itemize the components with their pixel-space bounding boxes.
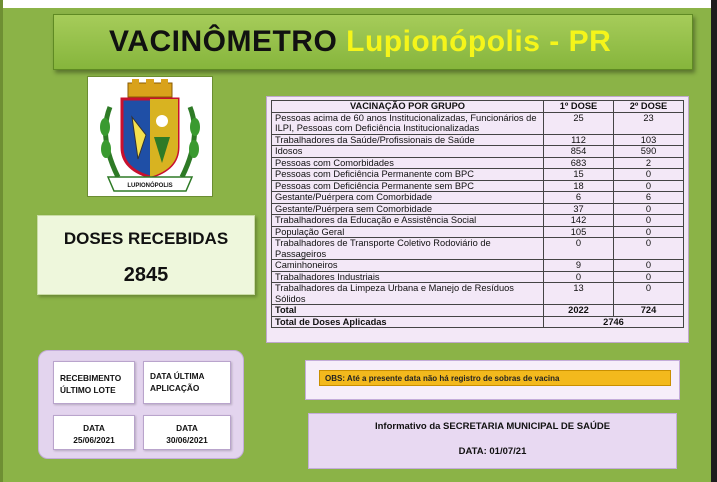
last-app-label-line-2: APLICAÇÃO [150,383,200,393]
dose-1-cell: 142 [544,215,614,227]
dose-1-cell: 0 [544,271,614,283]
dose-2-cell: 0 [614,283,684,305]
table-row [272,226,684,238]
dose-1-cell: 854 [544,146,614,158]
table-row [272,146,684,158]
dose-1-cell: 0 [544,238,614,260]
informativo-date: DATA: 01/07/21 [458,446,527,457]
table-body [272,112,684,305]
dose-1-cell: 25 [544,112,614,134]
table-header-row [272,101,684,113]
application-date-label: DATA [176,423,198,433]
vaccination-table-panel [266,96,689,343]
dose-2-cell: 0 [614,215,684,227]
dose-2-cell: 6 [614,192,684,204]
doses-received-label: DOSES RECEBIDAS [63,229,229,248]
dose-1-cell: 9 [544,260,614,272]
table-row [272,169,684,181]
group-cell: Pessoas acima de 60 anos Institucionalizadas, Funcionários de ILPI, Pessoas com Deficiência Institucionalizadas [272,112,544,134]
title-banner [53,14,693,70]
dose-2-cell: 0 [614,260,684,272]
last-application-label [143,361,231,404]
dose-2-cell: 0 [614,226,684,238]
table-row [272,134,684,146]
group-cell: Trabalhadores Industriais [272,271,544,283]
coat-of-arms-box [87,76,213,197]
dose-2-cell: 23 [614,112,684,134]
group-cell: Trabalhadores da Saúde/Profissionais de Saúde [272,134,544,146]
dose-1-cell: 18 [544,180,614,192]
receipt-date-value: 25/06/2021 [73,435,115,445]
group-cell: Idosos [272,146,544,158]
receipt-last-lot-label [53,361,135,404]
table-row [272,112,684,134]
table-row [272,203,684,215]
vaccination-table [271,100,684,328]
group-cell: Caminhoneiros [272,260,544,272]
dose-2-cell: 2 [614,157,684,169]
receipt-date-label: DATA [83,423,105,433]
table-row [272,238,684,260]
dose-1-cell: 683 [544,157,614,169]
title-city: Lupionópolis - PR [346,25,612,58]
dose-1-cell: 13 [544,283,614,305]
page-title [109,25,611,59]
dose-2-cell: 0 [614,169,684,181]
dose-1-cell: 6 [544,192,614,204]
table-row [272,192,684,204]
dose-2-cell: 103 [614,134,684,146]
observation-text: OBS: Até a presente data não há registro de sobras de vacina [319,370,671,386]
receipt-label-line-2: ÚLTIMO LOTE [60,385,116,395]
header-dose-2: 2º DOSE [614,101,684,113]
group-cell: População Geral [272,226,544,238]
table-row [272,283,684,305]
right-border [711,0,717,482]
total-label: Total [272,305,544,317]
dose-2-cell: 0 [614,180,684,192]
dose-2-cell: 590 [614,146,684,158]
group-cell: Trabalhadores da Educação e Assistência Social [272,215,544,227]
dose-1-cell: 105 [544,226,614,238]
dose-2-cell: 0 [614,271,684,283]
doses-received-value: 2845 [123,264,169,286]
application-date-value: 30/06/2021 [166,435,208,445]
informativo-title: Informativo da SECRETARIA MUNICIPAL DE SAÚDE [374,421,611,432]
dose-1-cell: 37 [544,203,614,215]
group-cell: Gestante/Puérpera sem Comorbidade [272,203,544,215]
header-dose-1: 1º DOSE [544,101,614,113]
dose-1-cell: 15 [544,169,614,181]
observation-panel [305,360,680,400]
informativo-panel [308,413,677,469]
dose-1-cell: 112 [544,134,614,146]
applied-value: 2746 [544,316,684,328]
table-row [272,157,684,169]
table-row [272,271,684,283]
table-row [272,180,684,192]
table-total-row [272,305,684,317]
table-row [272,260,684,272]
last-app-label-line-1: DATA ÚLTIMA [150,371,205,381]
coat-of-arms-icon [88,77,212,196]
group-cell: Trabalhadores de Transporte Coletivo Rodoviário de Passageiros [272,238,544,260]
header-group: VACINAÇÃO POR GRUPO [272,101,544,113]
doses-received-box [37,215,255,295]
table-applied-row [272,316,684,328]
left-border [0,0,3,482]
dose-2-cell: 0 [614,238,684,260]
total-dose-2: 724 [614,305,684,317]
group-cell: Pessoas com Deficiência Permanente sem BPC [272,180,544,192]
table-row [272,215,684,227]
group-cell: Gestante/Puérpera com Comorbidade [272,192,544,204]
lot-info-panel [38,350,244,459]
title-main: VACINÔMETRO [109,25,338,58]
total-dose-1: 2022 [544,305,614,317]
applied-label: Total de Doses Aplicadas [272,316,544,328]
application-date-cell [143,415,231,450]
group-cell: Pessoas com Deficiência Permanente com BPC [272,169,544,181]
receipt-label-line-1: RECEBIMENTO [60,373,122,383]
receipt-date-cell [53,415,135,450]
top-border [0,0,717,8]
group-cell: Trabalhadores da Limpeza Urbana e Manejo de Resíduos Sólidos [272,283,544,305]
crest-banner-text: LUPIONÓPOLIS [127,183,173,189]
dose-2-cell: 0 [614,203,684,215]
group-cell: Pessoas com Comorbidades [272,157,544,169]
